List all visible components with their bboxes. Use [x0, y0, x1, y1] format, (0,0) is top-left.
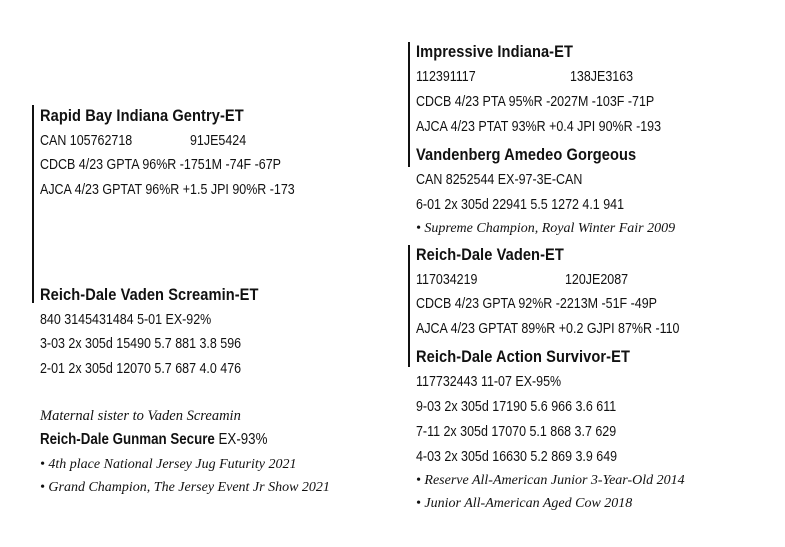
sire-naab-code: 91JE5424	[190, 133, 247, 149]
sire-reg-number: CAN 105762718	[40, 133, 133, 149]
maternal-sister-heading	[40, 431, 267, 449]
dams-dam-name: Reich-Dale Action Survivor-ET	[416, 347, 630, 366]
maternal-sister-note-1: • 4th place National Jersey Jug Futurity 2021	[40, 457, 297, 472]
sire-ajca-line: AJCA 4/23 GPTAT 96%R +1.5 JPI 90%R -173	[40, 182, 295, 198]
sire-registration	[40, 133, 132, 149]
right-bottom-bracket-line	[408, 245, 410, 367]
dams-dam-lactation-1: 9-03 2x 305d 17190 5.6 966 3.6 611	[416, 399, 617, 415]
dams-dam-note-2: • Junior All-American Aged Cow 2018	[416, 496, 633, 511]
right-top-bracket-line	[408, 42, 410, 167]
left-bracket-line	[32, 105, 34, 303]
sire-name: Rapid Bay Indiana Gentry-ET	[40, 106, 244, 125]
sires-dam-registration-line: CAN 8252544 EX-97-3E-CAN	[416, 172, 583, 188]
maternal-sister-name: Reich-Dale Gunman Secure	[40, 431, 215, 448]
dams-dam-lactation-3: 4-03 2x 305d 16630 5.2 869 3.9 649	[416, 449, 618, 465]
dams-dam-registration-line: 117732443 11-07 EX-95%	[416, 374, 562, 390]
sires-dam-lactation: 6-01 2x 305d 22941 5.5 1272 4.1 941	[416, 197, 625, 213]
dams-sire-ajca-line: AJCA 4/23 GPTAT 89%R +0.2 GJPI 87%R -110	[416, 321, 680, 337]
sires-sire-cdcb-line: CDCB 4/23 PTA 95%R -2027M -103F -71P	[416, 94, 655, 110]
sires-dam-note: • Supreme Champion, Royal Winter Fair 2009	[416, 221, 676, 236]
dams-sire-naab-code: 120JE2087	[565, 272, 629, 288]
maternal-sister-note-2: • Grand Champion, The Jersey Event Jr Show 2021	[40, 480, 330, 495]
maternal-sister-score: EX-93%	[214, 431, 268, 448]
dams-sire-reg-number: 117034219	[416, 272, 478, 288]
dams-sire-cdcb-line: CDCB 4/23 GPTA 92%R -2213M -51F -49P	[416, 296, 657, 312]
sires-sire-ajca-line: AJCA 4/23 PTAT 93%R +0.4 JPI 90%R -193	[416, 119, 662, 135]
dam-registration-line: 840 3145431484 5-01 EX-92%	[40, 312, 212, 328]
sires-dam-name: Vandenberg Amedeo Gorgeous	[416, 145, 637, 164]
dam-name: Reich-Dale Vaden Screamin-ET	[40, 285, 259, 304]
sire-cdcb-line: CDCB 4/23 GPTA 96%R -1751M -74F -67P	[40, 157, 281, 173]
dams-dam-lactation-2: 7-11 2x 305d 17070 5.1 868 3.7 629	[416, 424, 617, 440]
dam-lactation-1: 3-03 2x 305d 15490 5.7 881 3.8 596	[40, 336, 242, 352]
maternal-sister-caption: Maternal sister to Vaden Screamin	[40, 408, 241, 424]
dams-sire-name: Reich-Dale Vaden-ET	[416, 245, 564, 264]
sires-sire-reg-number: 112391117	[416, 69, 476, 85]
sires-sire-name: Impressive Indiana-ET	[416, 42, 574, 61]
dams-dam-note-1: • Reserve All-American Junior 3-Year-Old 2014	[416, 473, 685, 488]
dam-lactation-2: 2-01 2x 305d 12070 5.7 687 4.0 476	[40, 361, 242, 377]
sires-sire-naab-code: 138JE3163	[570, 69, 634, 85]
